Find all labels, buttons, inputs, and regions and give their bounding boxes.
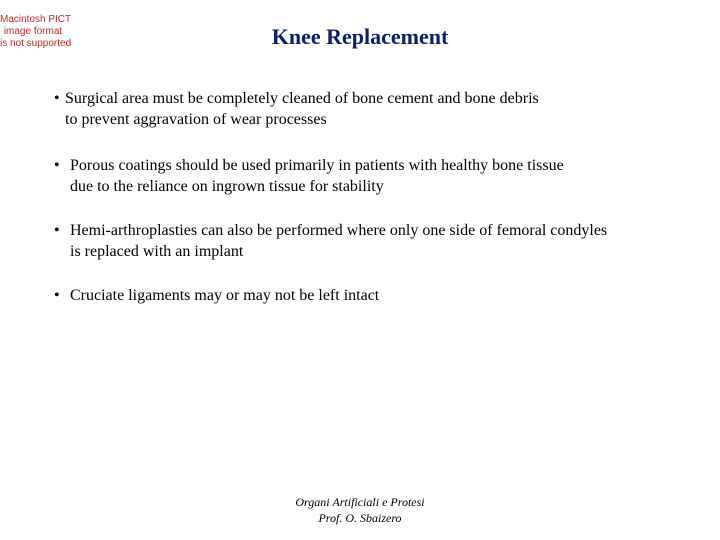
bullet-text [54,285,694,306]
placeholder-line: is not supported [0,38,72,49]
bullet-line: Hemi-arthroplasties can also be performed where only one side of femoral condyles [70,222,608,239]
placeholder-line: Macintosh PICT [0,14,72,25]
bullet-line: Surgical area must be completely cleaned of bone cement and bone debris [65,90,539,107]
bullet-line: Cruciate ligaments may or may not be left intact [70,287,380,304]
slide-title: Knee Replacement [271,24,449,49]
bullet-marker: • [54,157,60,174]
bullet-line: Porous coatings should be used primarily in patients with healthy bone tissue [70,157,564,174]
placeholder-line: image format [3,26,63,37]
bullet-item [54,155,694,197]
bullet-text [54,88,694,130]
footer-professor: Prof. O. Sbaizero [318,511,402,525]
bullet-marker: • [54,90,60,107]
bullet-marker: • [54,287,60,304]
bullet-item [54,88,694,130]
footer-course: Organi Artificiali e Protesi [295,495,425,509]
bullet-line: to prevent aggravation of wear processes [65,111,327,128]
slide-footer [0,494,720,526]
bullet-marker: • [54,222,60,239]
bullet-text [54,220,694,262]
bullet-item [54,220,694,262]
bullet-line: is replaced with an implant [70,243,244,260]
bullet-line: due to the reliance on ingrown tissue for stability [70,178,384,195]
bullet-text [54,155,694,197]
bullet-list [54,88,694,306]
bullet-item [54,285,694,306]
